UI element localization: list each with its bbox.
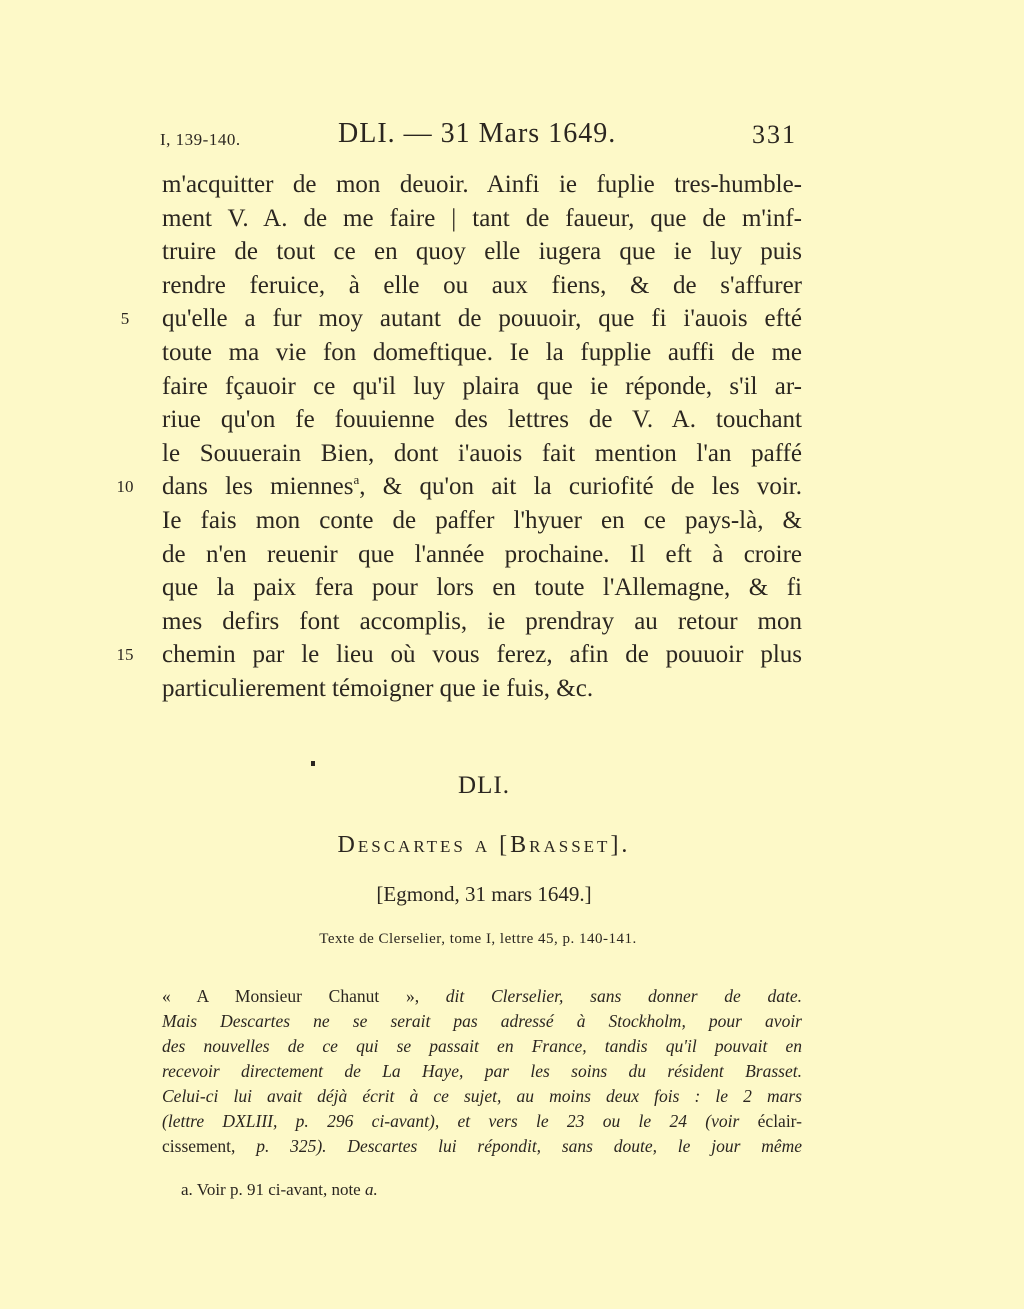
commentary-line: [162, 1059, 802, 1084]
letter-place-date: [Egmond, 31 mars 1649.]: [376, 882, 592, 906]
commentary-line: [162, 1009, 802, 1034]
text-line: [162, 269, 802, 303]
running-title: DLI. — 31 Mars 1649.: [338, 118, 617, 149]
footnote-italic: a.: [364, 1180, 378, 1199]
running-head: [0, 118, 1024, 158]
footnote: [181, 1180, 378, 1200]
commentary-line: [162, 984, 802, 1009]
line-text: toute ma vie fon domeftique. Ie la fupplie auffi de me: [162, 338, 802, 366]
text-line: [162, 235, 802, 269]
text-line: [116, 470, 802, 504]
text-source-note: Texte de Clerselier, tome I, lettre 45, p. 140-141.: [319, 931, 637, 947]
text-line: [162, 672, 802, 706]
commentary-italic-text: des nouvelles de ce qui se passait en France, tandis qu'il pouvait en: [162, 1036, 802, 1056]
commentary-line: [162, 1109, 802, 1134]
commentary-italic-text: Mais Descartes ne se serait pas adressé à Stockholm, pour avoir: [162, 1011, 802, 1031]
letter-number-heading: DLI.: [458, 772, 510, 799]
line-number: 15: [116, 645, 134, 665]
commentary-upright-text: éclair-: [757, 1111, 802, 1131]
line-text: le Souuerain Bien, dont i'auois fait mention l'an paffé: [162, 439, 802, 467]
line-text-continued: , & qu'on ait la curiofité de les voir.: [359, 473, 802, 501]
text-line: [162, 336, 802, 370]
text-line: [120, 302, 802, 336]
letter-title: Descartes a [Brasset].: [337, 832, 631, 858]
line-number: 5: [120, 309, 130, 329]
commentary-italic-text: dit Clerselier, sans donner de date.: [445, 986, 802, 1006]
line-text: de n'en reuenir que l'année prochaine. Il eft à croire: [162, 540, 802, 568]
commentary-line: [162, 1084, 802, 1109]
text-line: [162, 504, 802, 538]
commentary-upright-text: cissement,: [162, 1136, 257, 1156]
commentary-italic-text: (lettre DXLIII, p. 296 ci-avant), et vers le 23 ou le 24 (voir: [162, 1111, 758, 1131]
commentary-line: [162, 1034, 802, 1059]
footnote-text: a. Voir p. 91 ci-avant, note: [181, 1180, 365, 1199]
text-line: [162, 370, 802, 404]
line-number: 10: [116, 477, 134, 497]
line-text: qu'elle a fur moy autant de pouuoir, que fi i'auois efté: [162, 305, 802, 333]
footnote-reference: a: [353, 472, 360, 488]
line-text: dans les miennes: [162, 473, 354, 501]
commentary-italic-text: p. 325). Descartes lui répondit, sans doute, le jour même: [256, 1136, 803, 1156]
line-text: faire fçauoir ce qu'il luy plaira que ie réponde, s'il ar-: [162, 372, 802, 400]
source-page-reference: I, 139-140.: [160, 130, 241, 149]
line-text: riue qu'on fe fouuienne des lettres de V. A. touchant: [162, 406, 802, 434]
text-line: [162, 571, 802, 605]
line-text: Ie fais mon conte de paffer l'hyuer en ce pays-là, &: [162, 506, 802, 534]
line-text: ment V. A. de me faire | tant de faueur, que de m'inf-: [162, 204, 802, 232]
page-number: 331: [752, 120, 797, 149]
line-text: rendre feruice, à elle ou aux fiens, & de s'affurer: [162, 271, 802, 299]
letter-body: [116, 168, 802, 706]
text-line: [116, 638, 802, 672]
line-text: mes defirs font accomplis, ie prendray au retour mon: [162, 607, 802, 635]
line-text: truire de tout ce en quoy elle iugera que ie luy puis: [162, 238, 802, 266]
commentary-upright-text: « A Monsieur Chanut »,: [162, 986, 446, 1006]
text-line: [162, 437, 802, 471]
text-line: [162, 202, 802, 236]
commentary-italic-text: Celui-ci lui avait déjà écrit à ce sujet, au moins deux fois : le 2 mars: [162, 1086, 802, 1106]
text-line: [162, 168, 802, 202]
commentary-italic-text: recevoir directement de La Haye, par les soins du résident Brasset.: [162, 1061, 802, 1081]
text-line: [162, 605, 802, 639]
line-text: que la paix fera pour lors en toute l'Allemagne, & fi: [162, 574, 802, 602]
editorial-commentary: [162, 984, 802, 1159]
commentary-line: [162, 1134, 802, 1159]
line-text: m'acquitter de mon deuoir. Ainfi ie fuplie tres-humble-: [162, 171, 802, 198]
stray-ink-mark: [311, 761, 315, 766]
text-line: [162, 538, 802, 572]
line-text: particulierement témoigner que ie fuis, &c.: [162, 674, 594, 702]
line-text: chemin par le lieu où vous ferez, afin de pouuoir plus: [162, 641, 802, 669]
text-line: [162, 403, 802, 437]
